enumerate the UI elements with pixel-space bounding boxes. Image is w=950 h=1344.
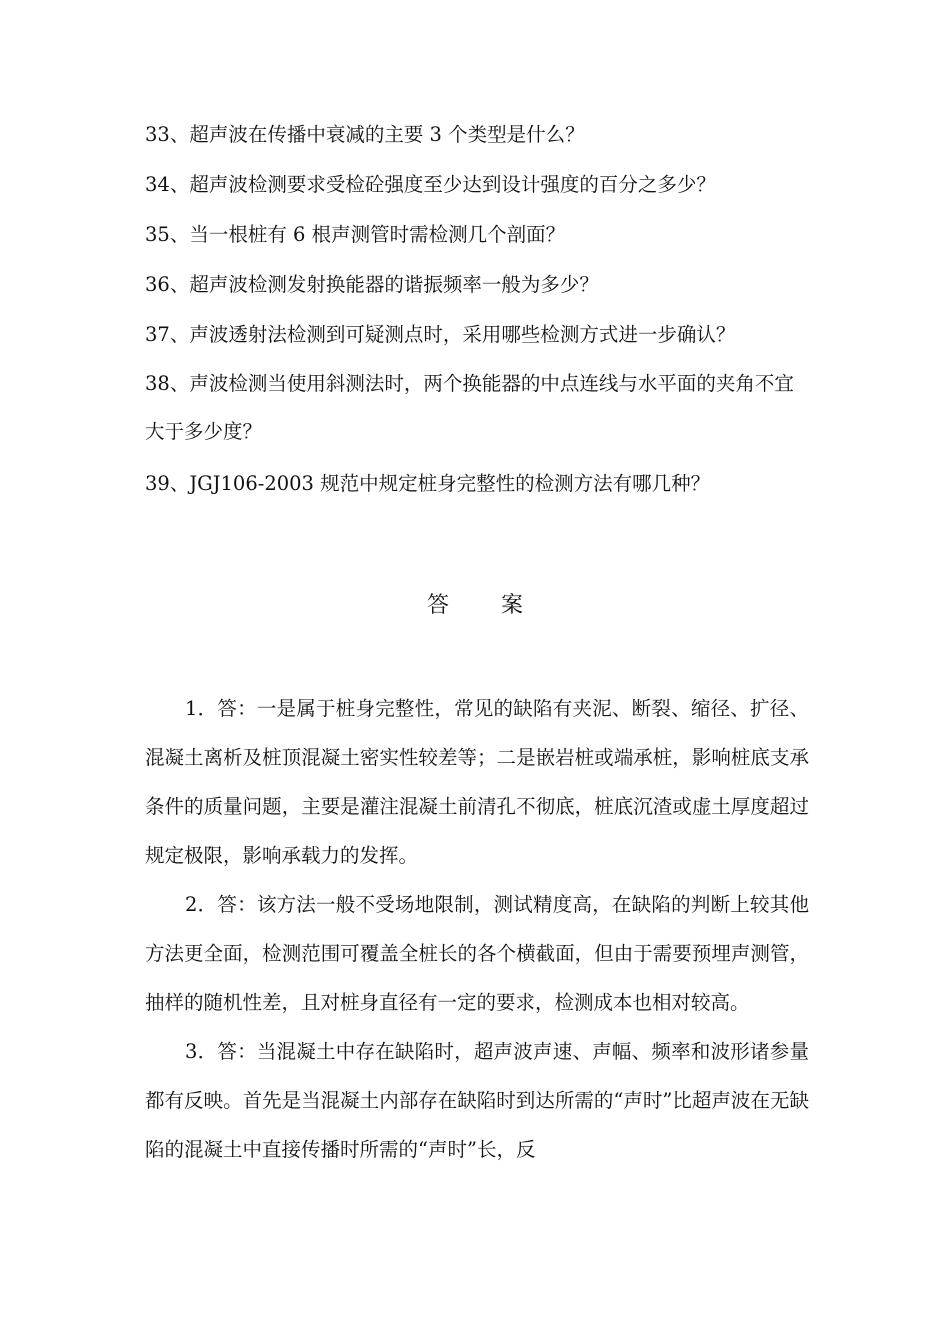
question-33: 33、超声波在传播中衰减的主要 3 个类型是什么？ [145, 123, 585, 146]
answer-2: 2．答：该方法一般不受场地限制，测试精度高，在缺陷的判断上较其他方法更全面，检测范围可覆盖全桩长的各个横截面，但由于需要预埋声测管，抽样的随机性差，且对桩身直径有一定的要求，检测成本也相对较高。 [145, 893, 809, 1014]
question-39: 39、JGJ106-2003 规范中规定桩身完整性的检测方法有哪几种？ [145, 472, 711, 495]
question-38: 38、声波检测当使用斜测法时，两个换能器的中点连线与水平面的夹角不宜大于多少度？ [145, 372, 794, 443]
answer-3: 3．答：当混凝土中存在缺陷时，超声波声速、声幅、频率和波形诸参量都有反映。首先是当混凝土内部存在缺陷时到达所需的“声时”比超声波在无缺陷的混凝土中直接传播时所需的“声时”长，反 [145, 1040, 809, 1161]
question-35: 35、当一根桩有 6 根声测管时需检测几个剖面？ [145, 223, 566, 246]
answer-1: 1．答：一是属于桩身完整性，常见的缺陷有夹泥、断裂、缩径、扩径、混凝土离析及桩顶混凝土密实性较差等；二是嵌岩桩或端承桩，影响桩底支承条件的质量问题，主要是灌注混凝土前清孔不彻底，桩底沉渣或虚土厚度超过规定极限，影响承载力的发挥。 [145, 697, 809, 867]
question-list [145, 114, 810, 513]
question-36: 36、超声波检测发射换能器的谐振频率一般为多少？ [145, 273, 599, 296]
answer-list [145, 684, 809, 1174]
answer-section-title: 答案 [426, 593, 575, 618]
question-37: 37、声波透射法检测到可疑测点时，采用哪些检测方式进一步确认？ [145, 323, 736, 346]
question-34: 34、超声波检测要求受检砼强度至少达到设计强度的百分之多少？ [145, 173, 716, 196]
